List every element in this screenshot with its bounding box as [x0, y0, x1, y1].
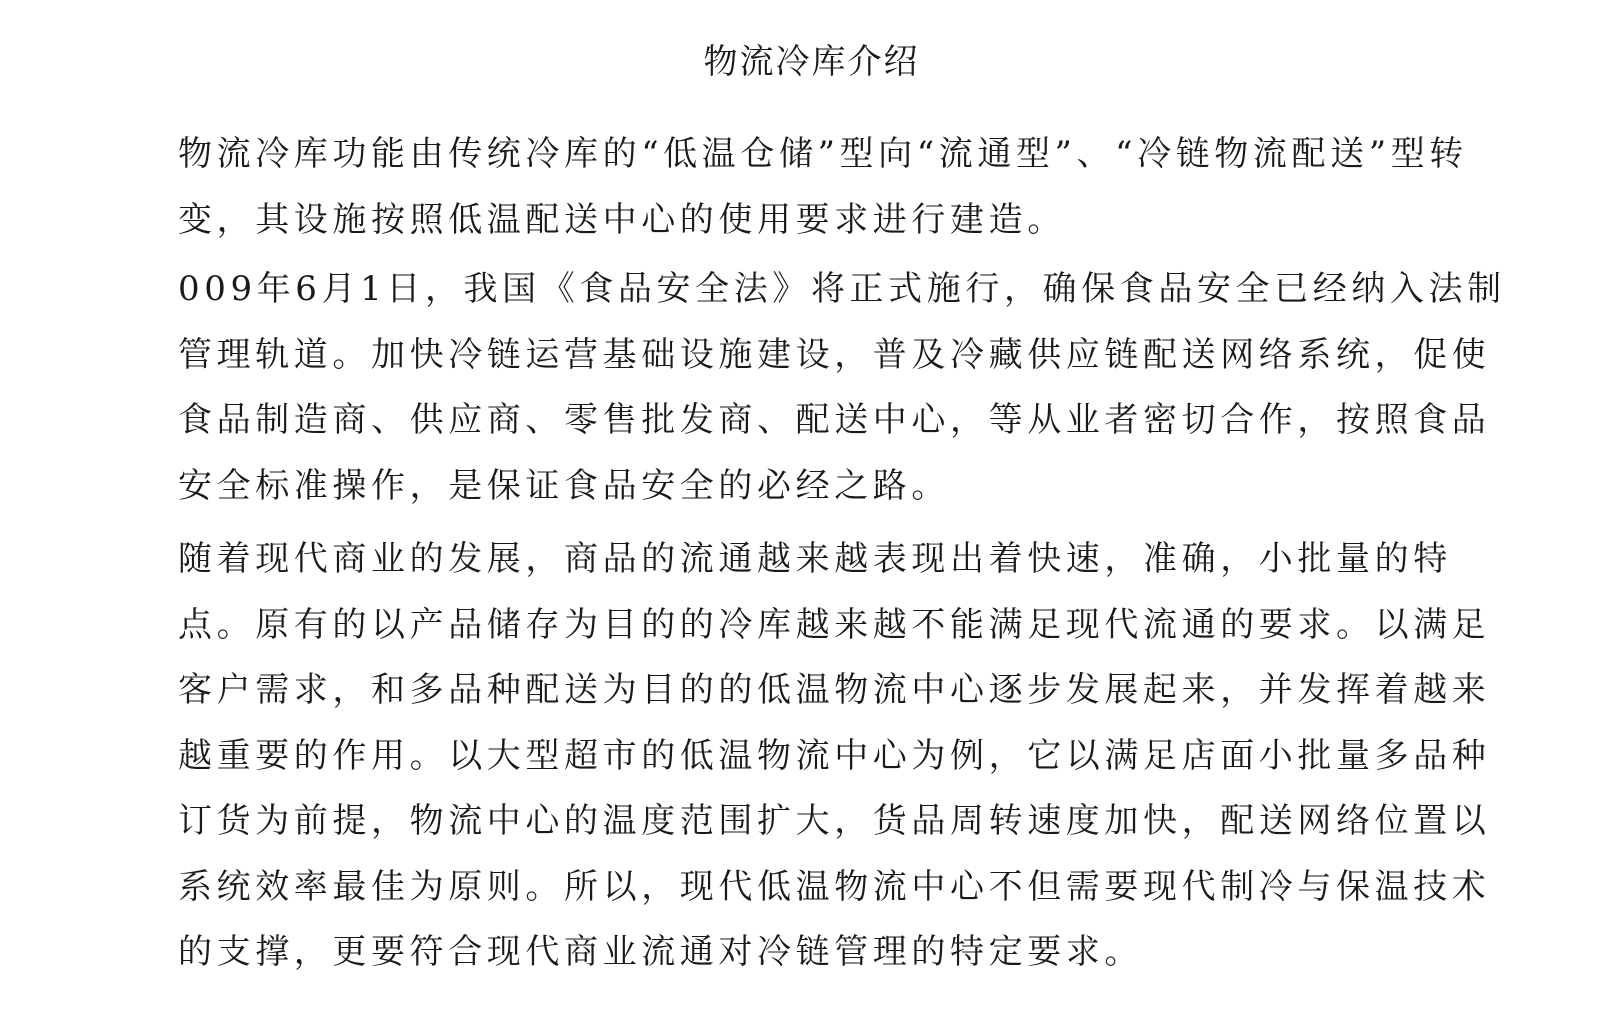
paragraph-food-safety-law: 009年6月1日，我国《食品安全法》将正式施行，确保食品安全已经纳入法制管理轨道。加快冷链运营基础设施建设，普及冷藏供应链配送网络系统，促使食品制造商、供应商、零售批发商、配送中心，等从业者密切合作，按照食品安全标准操作，是保证食品安全的必经之路。 [178, 269, 1506, 506]
paragraph-cold-storage-transformation: 物流冷库功能由传统冷库的“低温仓储”型向“流通型”、“冷链物流配送”型转变，其设施按照低温配送中心的使用要求进行建造。 [178, 134, 1468, 240]
document-title: 物流冷库介绍 [703, 42, 920, 82]
paragraph-modern-logistics-center: 随着现代商业的发展，商品的流通越来越表现出着快速，准确，小批量的特点。原有的以产品储存为目的的冷库越来越不能满足现代流通的要求。以满足客户需求，和多品种配送为目的的低温物流中心逐步发展起来，并发挥着越来越重要的作用。以大型超市的低温物流中心为例，它以满足店面小批量多品种订货为前提，物流中心的温度范围扩大，货品周转速度加快，配送网络位置以系统效率最佳为原则。所以，现代低温物流中心不但需要现代制冷与保温技术的支撑，更要符合现代商业流通对冷链管理的特定要求。 [178, 539, 1491, 972]
document-body [178, 122, 1508, 986]
